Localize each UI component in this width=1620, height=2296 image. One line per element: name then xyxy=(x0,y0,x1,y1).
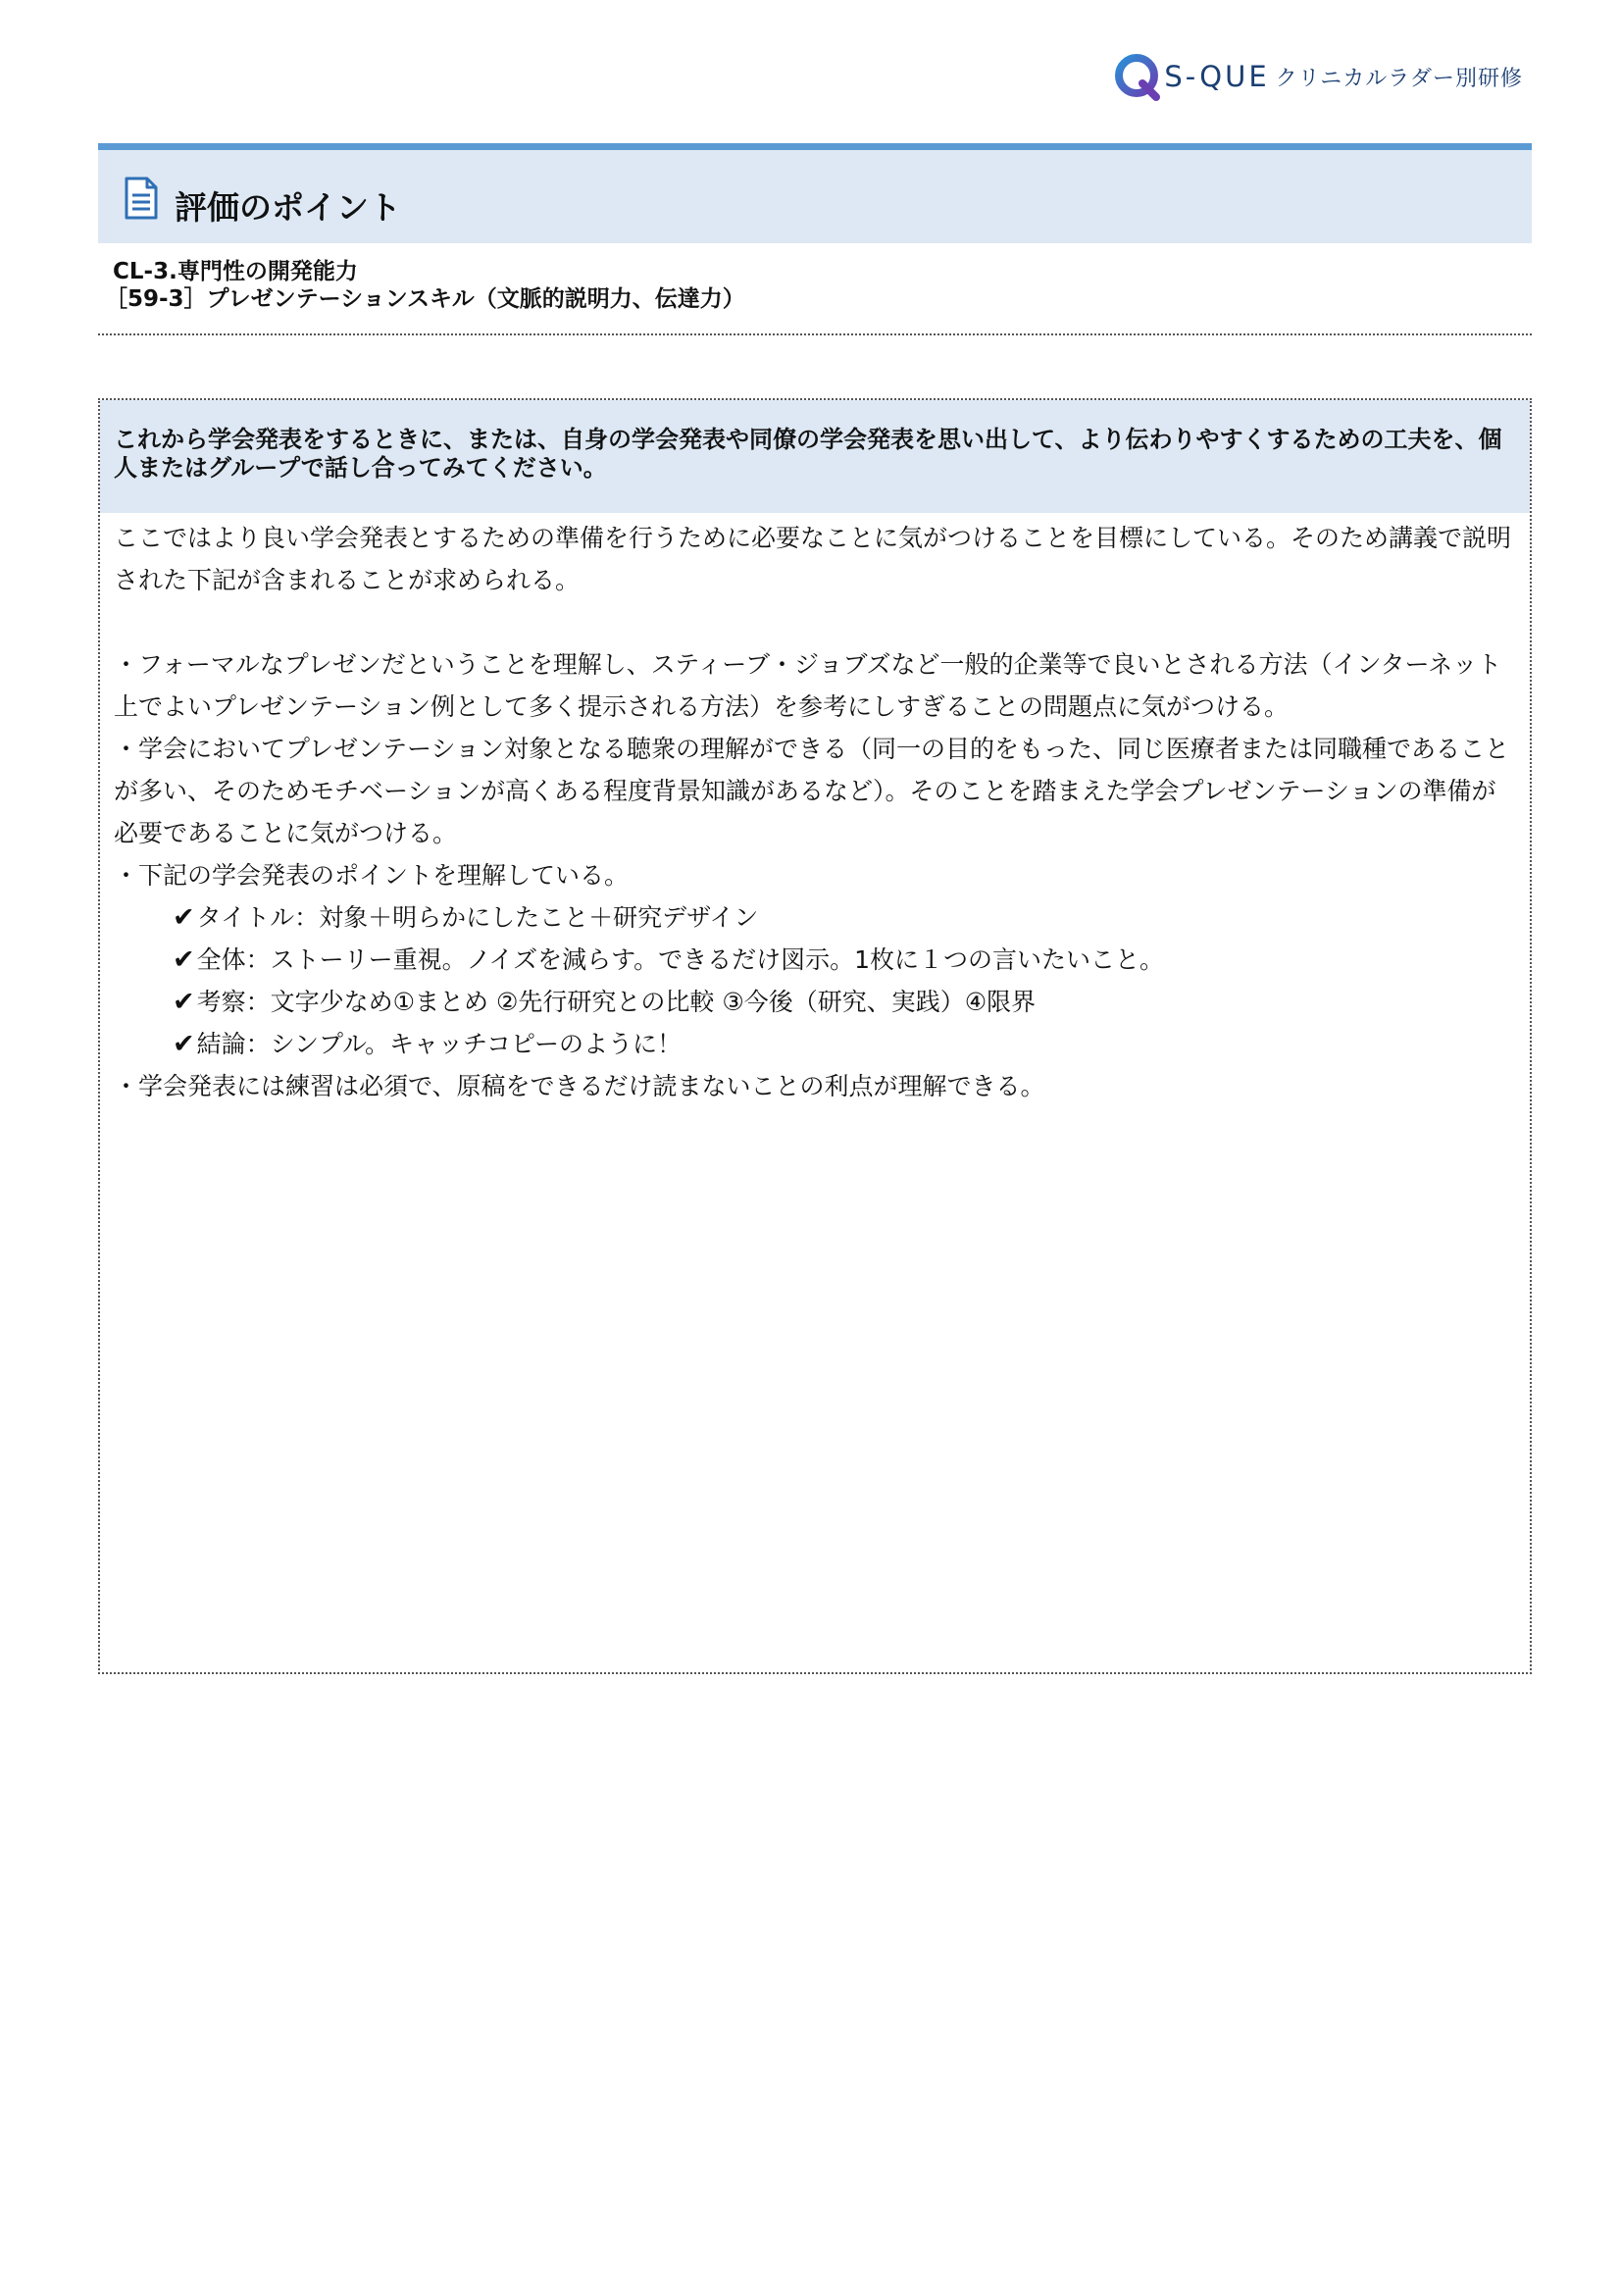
checklist-item xyxy=(173,1023,1516,1065)
section-header xyxy=(98,143,1532,243)
checklist-item xyxy=(173,981,1516,1023)
check-icon: ✔ xyxy=(173,987,195,1017)
task-prompt: これから学会発表をするときに、または、自身の学会発表や同僚の学会発表を思い出して、より伝わりやすくするための工夫を、個人またはグループで話し合ってみてください。 xyxy=(100,400,1530,513)
point-item: ・下記の学会発表のポイントを理解している。 xyxy=(114,861,630,890)
point-item: ・フォーマルなプレゼンだということを理解し、スティーブ・ジョブズなど一般的企業等で良いとされる方法（インターネット上でよいプレゼンテーション例として多く提示される方法）を参考にしすぎることの問題点に気がつける。 xyxy=(114,650,1502,721)
check-icon: ✔ xyxy=(173,1029,195,1059)
closing-point: ・学会発表には練習は必須で、原稿をできるだけ読まないことの利点が理解できる。 xyxy=(114,1072,1045,1100)
checklist-text: 結論：シンプル。キャッチコピーのように！ xyxy=(196,1030,683,1058)
checklist-item xyxy=(173,939,1516,981)
point-item: ・学会においてプレゼンテーション対象となる聴衆の理解ができる（同一の目的をもった、同じ医療者または同職種であることが多い、そのためモチベーションが高くある程度背景知識があるなど）。そのことを踏まえた学会プレゼンテーションの準備が必要であることに気がつける。 xyxy=(114,735,1510,847)
paragraph-spacer xyxy=(114,601,1516,643)
checklist-item xyxy=(173,896,1516,939)
sque-logo xyxy=(1113,49,1523,104)
skill-item-label: ［59-3］プレゼンテーションスキル（文脈的説明力、伝達力） xyxy=(105,286,745,312)
logo-subtitle: クリニカルラダー別研修 xyxy=(1275,66,1523,91)
logo-brand-text: S-QUE xyxy=(1164,60,1270,93)
sque-logo-icon xyxy=(1113,52,1162,101)
document-icon xyxy=(124,176,159,221)
intro-paragraph: ここではより良い学会発表とするための準備を行うために必要なことに気がつけることを目標にしている。そのため講義で説明された下記が含まれることが求められる。 xyxy=(114,524,1512,594)
checklist-text: 考察：文字少なめ①まとめ ②先行研究との比較 ③今後（研究、実践）④限界 xyxy=(196,988,1037,1016)
section-title: 評価のポイント xyxy=(175,188,401,227)
competency-label: CL-3.専門性の開発能力 xyxy=(113,259,358,284)
checklist xyxy=(173,896,1516,1065)
dotted-divider xyxy=(98,333,1532,335)
check-icon: ✔ xyxy=(173,902,195,933)
task-box xyxy=(98,398,1532,1674)
checklist-text: タイトル：対象＋明らかにしたこと＋研究デザイン xyxy=(196,903,759,932)
competency-meta xyxy=(105,258,1532,313)
task-body xyxy=(100,513,1530,1107)
check-icon: ✔ xyxy=(173,944,195,975)
checklist-text: 全体：ストーリー重視。ノイズを減らす。できるだけ図示。1枚に１つの言いたいこと。 xyxy=(196,945,1165,974)
